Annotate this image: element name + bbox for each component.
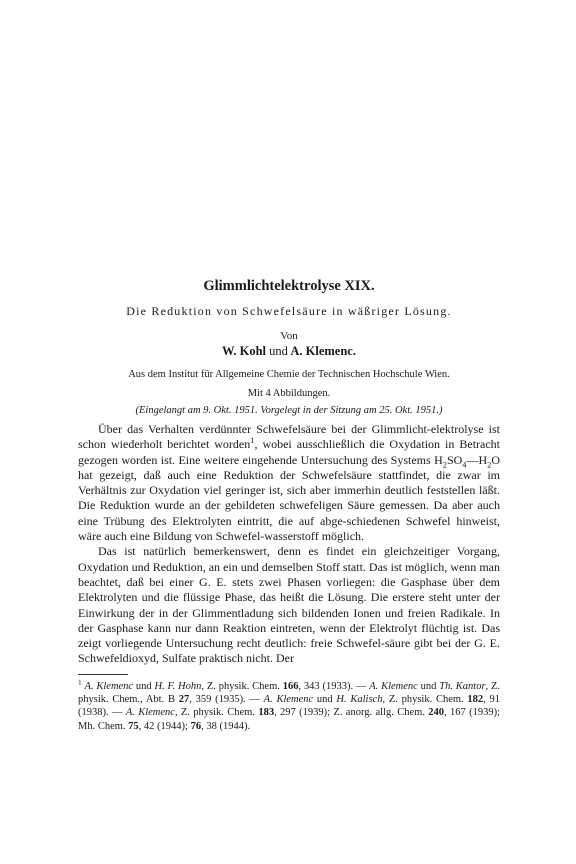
footnote-author: H. Kalisch [336, 694, 383, 706]
footnote-author: Th. Kantor [439, 680, 486, 692]
paragraph-1-part: Über das Verhalten verdünnter Schwefelsäure bei der Glimmlicht-elektrolyse ist schon wiederholt berichtet worden [78, 422, 500, 452]
subscript: 2 [442, 459, 447, 469]
footnote-volume: 27 [178, 694, 190, 706]
footnote-text: und [313, 694, 337, 706]
author-kohl: W. Kohl [222, 344, 267, 358]
footnote-text: , 359 (1935). — [189, 694, 264, 706]
figure-count: Mit 4 Abbildungen. [247, 388, 331, 399]
footnote-text: , 91 (1938). — [78, 694, 501, 719]
paper-subtitle: Die Reduktion von Schwefelsäure in wäßriger Lösung. [126, 304, 452, 318]
footnote-volume: 182 [467, 694, 484, 706]
author-klemenc: A. Klemenc. [290, 344, 356, 358]
footnote-text: , Z. physik. Chem. [201, 680, 283, 692]
footnote-volume: 240 [428, 707, 444, 719]
paragraph-2: Das ist natürlich bemerkenswert, denn es findet ein gleichzeitiger Vorgang, Oxydation und Reduktion, an ein und demselben Stoff statt. Das ist möglich, wenn man beachtet, daß bei einer G. E. stets zwei Phasen vorliegen: die Gasphase über dem Elektrolyten und die flüssige Phase, das heißt die Lösung. Die erstere steht unter der Einwirkung der in der Glimmentladung sich bildenden Ionen und freien Radikale. In der Gasphase kann nur dann Reaktion eintreten, wenn der Elektrolyt flüchtig ist. Das zeigt vorliegende Untersuchung recht deutlich: freie Schwefel-säure gibt bei der G. E. Schwefeldioxyd, Sulfate praktisch nicht. Der [78, 544, 500, 666]
paragraph-1-part: SO [446, 452, 463, 467]
footnote-text: , 167 (1939); Mh. Chem. [78, 707, 500, 732]
footnote-ref: 1 [250, 436, 255, 446]
paragraph-1-part: , wobei ausschließlich die Oxydation in Betracht gezogen worden ist. Eine weitere eingehende Untersuchung des Systems H [78, 437, 501, 467]
paper-page [78, 278, 500, 733]
paragraph-1-part: O hat gezeigt, daß auch eine Reduktion der Schwefelsäure stattfindet, die zwar im Verhältnis zur Oxydation viel geringer ist, sich aber immerhin deutlich feststellen läßt. Die Reduktion wurde an der gebildeten schwefeligen Säure gemessen. Da aber auch eine Trübung des Elektrolyten eintritt, die auf abge-schiedenen Schwefel hinweist, wäre auch eine Bildung von Schwefel-wasserstoff möglich. [78, 452, 500, 544]
footnote-text: , Z. physik. Chem. [174, 707, 259, 719]
footnote-volume: 76 [190, 720, 202, 732]
footnote-text: , 42 (1944); [138, 720, 191, 732]
footnote-volume: 166 [282, 680, 299, 692]
author-conjunction: und [269, 344, 288, 358]
footnote-volume: 75 [128, 720, 139, 732]
subscript: 4 [462, 459, 467, 469]
footnote [78, 677, 501, 733]
footnote-text: , Z. physik. Chem., Abt. B [78, 680, 501, 706]
footnote-author: H. F. Hohn [154, 680, 202, 692]
von-label: Von [280, 330, 298, 342]
footnote-author: A. Klemenc [369, 680, 418, 692]
author-line [78, 344, 500, 359]
paragraph-1-part: —H [466, 452, 488, 467]
footnote-text: , 343 (1933). — [298, 680, 370, 692]
footnote-text: , 297 (1939); Z. anorg. allg. Chem. [274, 707, 429, 719]
subscript: 2 [487, 459, 492, 469]
footnote-text: und [133, 680, 155, 692]
footnote-author: A. Klemenc [84, 680, 134, 692]
footnote-text: und [417, 680, 440, 692]
received-dates: (Eingelangt am 9. Okt. 1951. Vorgelegt in der Sitzung am 25. Okt. 1951.) [135, 405, 443, 416]
footnote-volume: 183 [258, 707, 275, 719]
paragraph-1 [78, 422, 500, 544]
paper-title: Glimmlichtelektrolyse XIX. [203, 278, 375, 294]
footnote-text: , Z. physik. Chem. [382, 694, 468, 706]
body-text [78, 422, 500, 667]
institute-affiliation: Aus dem Institut für Allgemeine Chemie der Technischen Hochschule Wien. [128, 369, 450, 380]
footnote-text: , 38 (1944). [201, 720, 251, 732]
footnote-mark: 1 [78, 677, 82, 687]
footnote-author: A. Klemenc [125, 707, 175, 719]
footnote-author: A. Klemenc [263, 694, 314, 706]
footnote-divider [78, 674, 128, 675]
